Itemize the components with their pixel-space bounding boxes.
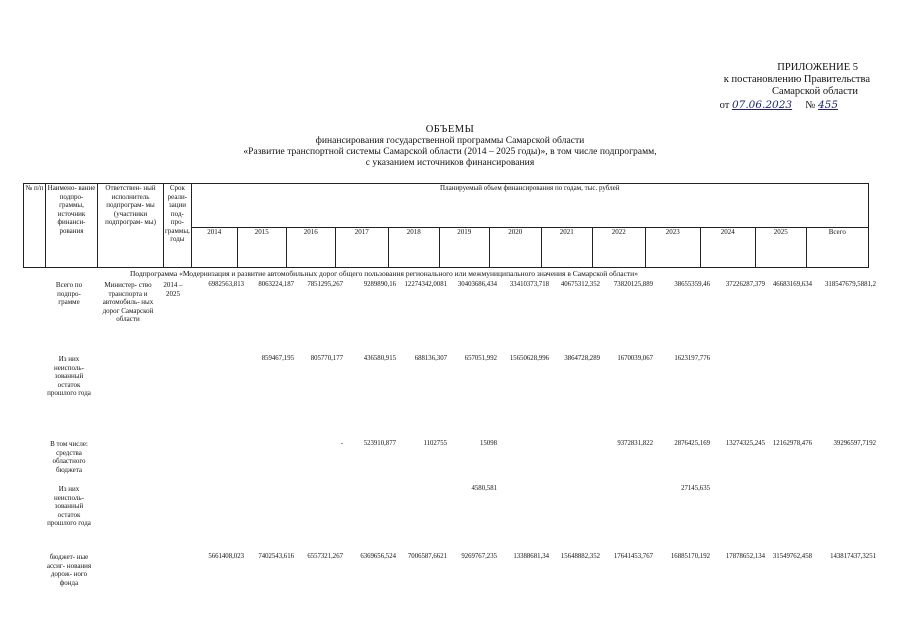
table-cell: 9269767,235: [461, 553, 497, 560]
table-cell: 9289890,16: [363, 281, 396, 288]
appendix-line-3: Самарской области: [772, 86, 858, 97]
table-cell: 37226287,379: [725, 281, 765, 288]
table-cell: 7851295,267: [307, 281, 343, 288]
table-cell: 31549762,458: [772, 553, 812, 560]
row-label: В том числе: средства областного бюджета: [50, 440, 88, 474]
table-cell: 436580,915: [363, 355, 396, 362]
table-cell: 3864728,289: [564, 355, 600, 362]
table-cell: 27145,635: [681, 485, 710, 492]
table-cell: 4580,581: [471, 485, 497, 492]
table-cell: 15650628,996: [509, 355, 549, 362]
title-line-2: финансирования государственной программы Самарской области: [315, 135, 585, 146]
header-year: 2024: [700, 228, 755, 268]
appendix-line-2: к постановлению Правительства: [723, 74, 870, 85]
subprogram-title: Подпрограмма «Модернизация и развитие автомобильных дорог общего пользования регионального или межмуниципального значения в Самарской области»: [130, 269, 638, 278]
date-value: 07.06.2023: [731, 99, 793, 111]
table-cell: 6369656,524: [360, 553, 396, 560]
table-cell: -: [340, 440, 343, 447]
header-year: 2022: [592, 228, 645, 268]
row-label: Из них неисполь- зованный остаток прошлого года: [47, 355, 91, 397]
number-prefix: №: [805, 100, 816, 111]
header-year: 2020: [489, 228, 541, 268]
title-line-3: «Развитие транспортной системы Самарской области (2014 – 2025 годы)», в том числе подпрограмм,: [243, 146, 657, 157]
header-planned: Планируемый объем финансирования по годам, тыс. рублей: [191, 184, 868, 228]
financing-table-header: [23, 183, 869, 268]
table-cell: 17878652,134: [725, 553, 765, 560]
table-cell: 688136,307: [414, 355, 447, 362]
table-cell: 39296597,7192: [833, 440, 876, 447]
header-year: 2017: [335, 228, 388, 268]
table-cell: 1670039,067: [617, 355, 653, 362]
table-cell: 657051,992: [464, 355, 497, 362]
table-cell: 73820125,889: [613, 281, 653, 288]
header-term: Срок реали- зации под- про- граммы, годы: [164, 184, 192, 268]
header-total: Всего: [806, 228, 868, 268]
table-cell: 1102755: [423, 440, 447, 447]
table-cell: 143817437,3251: [830, 553, 876, 560]
title-line-1: ОБЪЕМЫ: [425, 124, 475, 135]
header-year: 2023: [645, 228, 700, 268]
table-cell: 7006587,6621: [407, 553, 447, 560]
number-value: 455: [818, 99, 839, 111]
header-year: 2021: [541, 228, 592, 268]
table-cell: 8063224,187: [258, 281, 294, 288]
table-cell: 5661408,023: [208, 553, 244, 560]
title-line-4: с указанием источников финансирования: [365, 157, 535, 168]
table-cell: 6557321,267: [307, 553, 343, 560]
appendix-date-line: [690, 99, 870, 112]
date-prefix: от: [719, 100, 730, 111]
header-num: № п/п: [24, 184, 46, 268]
table-cell: 30403686,434: [457, 281, 497, 288]
table-cell: 859467,195: [261, 355, 294, 362]
header-year: 2025: [755, 228, 806, 268]
table-cell: 2876425,169: [674, 440, 710, 447]
table-cell: 15098: [480, 440, 497, 447]
table-cell: 16885170,192: [670, 553, 710, 560]
row-executor: Министер- ство транспорта и автомобиль- ных дорог Самарской области: [102, 281, 154, 323]
table-cell: 12274342,0081: [404, 281, 447, 288]
table-cell: 46683169,634: [772, 281, 812, 288]
row-label: бюджет- ные ассиг- нования дорож- ного фонда: [46, 553, 92, 587]
table-cell: 17641453,767: [613, 553, 653, 560]
table-cell: 38655359,46: [674, 281, 710, 288]
table-cell: 9372831,822: [617, 440, 653, 447]
table-cell: 1623197,776: [674, 355, 710, 362]
table-cell: 40675312,352: [560, 281, 600, 288]
row-term: 2014 – 2025: [163, 281, 183, 298]
header-year: 2019: [439, 228, 489, 268]
header-year: 2016: [286, 228, 335, 268]
header-executor: Ответствен- ный исполнитель подпрограм- мы (участники подпрограм- мы): [98, 184, 164, 268]
table-cell: 15648882,352: [560, 553, 600, 560]
table-cell: 13388681,34: [513, 553, 549, 560]
document-title: [150, 124, 750, 168]
header-year: 2018: [388, 228, 439, 268]
table-cell: 318547679,5881,2: [825, 281, 876, 288]
row-label: Из них неисполь- зованный остаток прошлого года: [47, 485, 91, 527]
appendix-title: ПРИЛОЖЕНИЕ 5: [777, 62, 858, 73]
header-name: Наимено- вание подпро- граммы, источник финанси- рования: [46, 184, 98, 268]
table-cell: 12162978,476: [772, 440, 812, 447]
table-cell: 13274325,245: [725, 440, 765, 447]
table-cell: 805770,177: [310, 355, 343, 362]
table-cell: 7402543,616: [258, 553, 294, 560]
row-label: Всего по подпро- грамме: [55, 281, 83, 306]
table-cell: 33410373,718: [509, 281, 549, 288]
table-cell: 6982563,813: [208, 281, 244, 288]
appendix-block: [690, 62, 870, 112]
header-year: 2015: [237, 228, 286, 268]
table-cell: 523910,877: [363, 440, 396, 447]
header-year: 2014: [191, 228, 237, 268]
